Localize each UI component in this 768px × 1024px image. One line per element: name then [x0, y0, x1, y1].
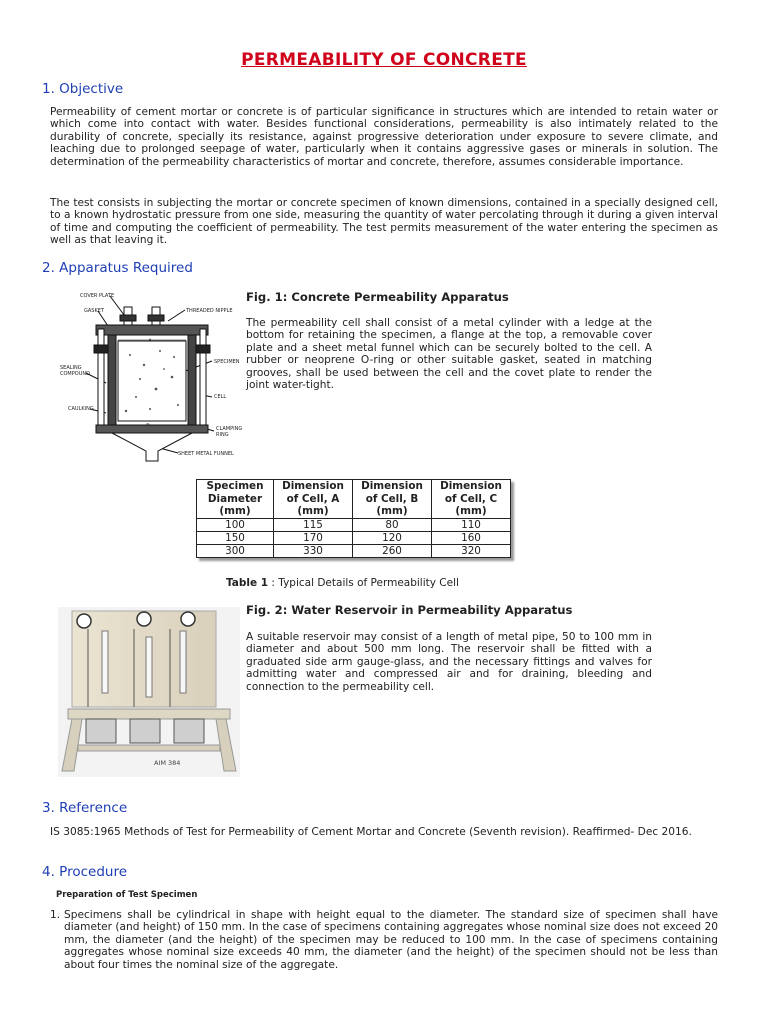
table-cell: 320: [432, 545, 511, 558]
table-header: Specimen Diameter (mm): [197, 480, 274, 519]
table-cell: 115: [274, 519, 353, 532]
table-row: [197, 532, 511, 545]
fig2-description: A suitable reservoir may consist of a length of metal pipe, 50 to 100 mm in diameter and about 500 mm long. The reservoir shall be fitted with a graduated side arm gauge-glass, and the necessary fittings and valves for admitting water and compressed air and for draining, bleeding and connection to the permeability cell.: [246, 631, 652, 693]
label-cover-plate: COVER PLATE: [80, 293, 115, 299]
water-reservoir-photo: [58, 607, 240, 777]
label-cell: CELL: [214, 394, 227, 400]
table-caption-label: Table 1: [226, 577, 269, 589]
table-cell: 260: [353, 545, 432, 558]
page-title: PERMEABILITY OF CONCRETE: [241, 50, 527, 70]
procedure-subheading: Preparation of Test Specimen: [56, 890, 198, 900]
table-cell: 80: [353, 519, 432, 532]
table-cell: 170: [274, 532, 353, 545]
objective-paragraph-2: The test consists in subjecting the mortar or concrete specimen of known dimensions, contained in a specially designed cell, to a known hydrostatic pressure from one side, measuring the quantity of water percolating through it during a given interval of time and computing the coefficient of permeability. The test permits measurement of the water entering the specimen as well as that leaving it.: [50, 197, 718, 247]
table-cell: 160: [432, 532, 511, 545]
label-compound: COMPOUND: [60, 371, 90, 377]
photo-label: AIM 384: [154, 759, 181, 767]
label-clamping: CLAMPING: [216, 426, 242, 432]
table-cell: 100: [197, 519, 274, 532]
label-funnel: SHEET METAL FUNNEL: [178, 451, 234, 457]
label-threaded-nipple: THREADED NIPPLE: [186, 308, 233, 314]
table-cell: 120: [353, 532, 432, 545]
objective-paragraph-1: Permeability of cement mortar or concrete is of particular significance in structures which are intended to retain water or which come into contact with water. Besides functional considerations, permeability is also intimately related to the durability of concrete, specially its resistance, against progressive deterioration under exposure to severe climate, and leaching due to prolonged seepage of water, particularly when it contains aggressive gases or minerals in solution. The determination of the permeability characteristics of mortar and concrete, therefore, assumes considerable importance.: [50, 106, 718, 168]
reference-text: IS 3085:1965 Methods of Test for Permeability of Cement Mortar and Concrete (Seventh revision). Reaffirmed- Dec 2016.: [50, 826, 692, 838]
fig2-title: Fig. 2: Water Reservoir in Permeability Apparatus: [246, 603, 573, 617]
table-cell: 300: [197, 545, 274, 558]
list-item: Specimens shall be cylindrical in shape with height equal to the diameter. The standard size of specimen shall have diameter (and height) of 150 mm. In the case of specimens containing aggregates whose nominal size does not exceed 20 mm, the diameter (and the height) of the specimen may be reduced to 100 mm. In the case of specimens containing aggregates whose nominal size exceeds 40 mm, the diameter (and the height) of the specimen should not be less than about four times the nominal size of the aggregate.: [64, 909, 718, 971]
permeability-cell-diagram: [60, 285, 242, 465]
table-caption: [226, 577, 459, 589]
table-cell: 330: [274, 545, 353, 558]
label-specimen: SPECIMEN: [214, 359, 240, 365]
heading-procedure: 4. Procedure: [42, 864, 128, 880]
table-row: [197, 519, 511, 532]
table-row: [197, 545, 511, 558]
label-caulking: CAULKING: [68, 406, 94, 412]
table-caption-text: : Typical Details of Permeability Cell: [268, 577, 459, 589]
heading-objective: 1. Objective: [42, 81, 124, 97]
table-header: Dimension of Cell, C (mm): [432, 480, 511, 519]
label-ring: RING: [216, 432, 229, 438]
table-header: Dimension of Cell, B (mm): [353, 480, 432, 519]
table-cell: 150: [197, 532, 274, 545]
table-cell: 110: [432, 519, 511, 532]
heading-apparatus: 2. Apparatus Required: [42, 260, 193, 276]
fig1-title: Fig. 1: Concrete Permeability Apparatus: [246, 290, 509, 304]
table-header-row: [197, 480, 511, 519]
fig1-description: The permeability cell shall consist of a metal cylinder with a ledge at the bottom for retaining the specimen, a flange at the top, a removable cover plate and a sheet metal funnel which can be securely bolted to the cell. A rubber or neoprene O-ring or other suitable gasket, seated in matching grooves, shall be used between the cell and the covet plate to render the joint water-tight.: [246, 317, 652, 392]
label-gasket: GASKET: [84, 308, 104, 314]
label-sealing: SEALING: [60, 365, 82, 371]
heading-reference: 3. Reference: [42, 800, 128, 816]
permeability-cell-table: [196, 479, 511, 558]
table-header: Dimension of Cell, A (mm): [274, 480, 353, 519]
list-item-number: 1.: [50, 909, 61, 921]
